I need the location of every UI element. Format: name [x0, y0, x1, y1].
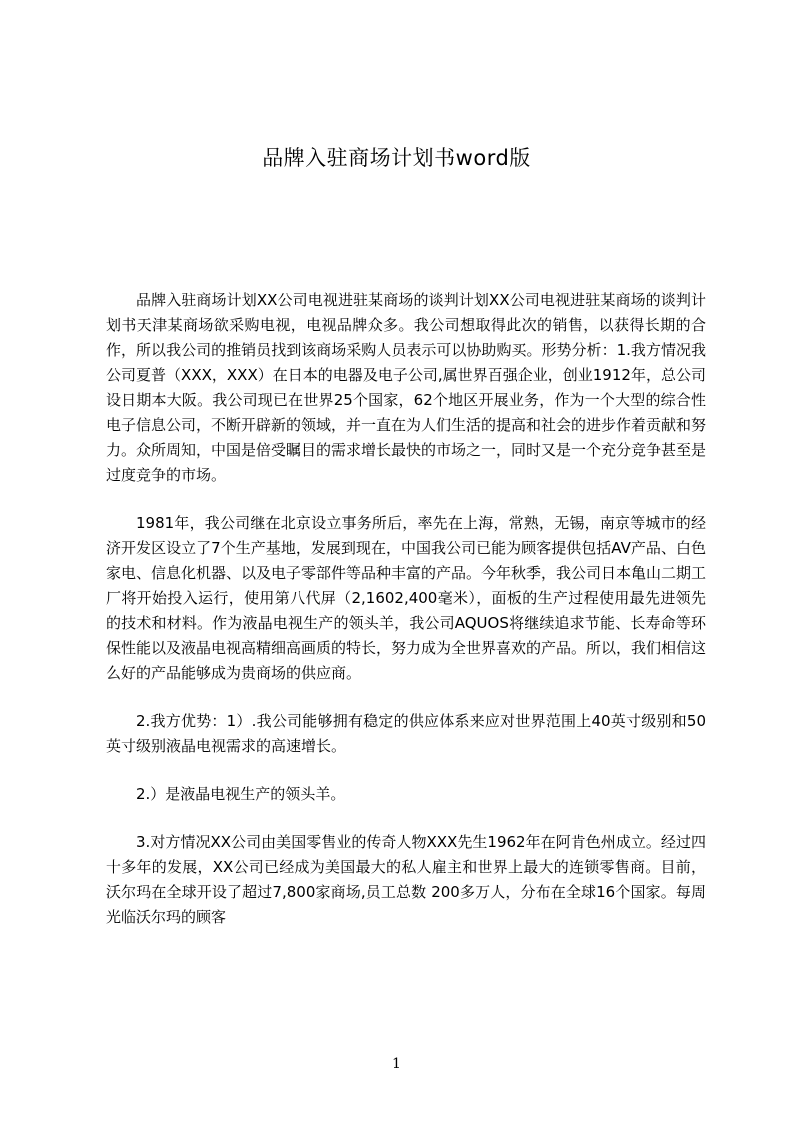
paragraph-counterpart: 3.对方情况XX公司由美国零售业的传奇人物XXX先生1962年在阿肯色州成立。经过四十多年的发展，XX公司已经成为美国最大的私人雇主和世界上最大的连锁零售商。目前，沃尔玛在全球开设了超过7,800家商场,员工总数 200多万人，分布在全球16个国家。每周光临沃尔玛的顾客 [106, 833, 706, 926]
paragraph-advantage: 2.我方优势：1）.我公司能够拥有稳定的供应体系来应对世界范围上40英寸级别和50英寸级别液晶电视需求的高速增长。 [106, 712, 706, 755]
paragraph-gap [106, 807, 706, 830]
paragraph-history: 1981年，我公司继在北京设立事务所后，率先在上海，常熟，无锡，南京等城市的经济开发区设立了7个生产基地，发展到现在，中国我公司已能为顾客提供包括AV产品、白色家电、信息化机器、以及电子零部件等品种丰富的产品。今年秋季，我公司日本亀山二期工厂将开始投入运行，使用第八代屏（2,1602,400毫米），面板的生产过程使用最先进领先的技术和材料。作为液晶电视生产的领头羊，我公司AQUOS将继续追求节能、长寿命等环保性能以及液晶电视高精细高画质的特长，努力成为全世界喜欢的产品。所以，我们相信这么好的产品能够成为贵商场的供应商。 [106, 514, 707, 682]
paragraph-intro: 品牌入驻商场计划XX公司电视进驻某商场的谈判计划XX公司电视进驻某商场的谈判计划书天津某商场欲采购电视，电视品牌众多。我公司想取得此次的销售，以获得长期的合作，所以我公司的推销员找到该商场采购人员表示可以协助购买。形势分析：1.我方情况我公司夏普（XXX，XXX）在日本的电器及电子公司,属世界百强企业，创业1912年，总公司设日期本大阪。我公司现已在世界25个国家，62个地区开展业务，作为一个大型的综合性电子信息公司，不断开辟新的领域，并一直在为人们生活的提高和社会的进步作着贡献和努力。众所周知，中国是倍受瞩目的需求增长最快的市场之一，同时又是一个充分竞争甚至是过度竞争的市场。 [106, 291, 707, 484]
document-title: 品牌入驻商场计划书word版 [262, 146, 531, 170]
paragraph-gap [106, 686, 706, 709]
paragraph-gap [106, 759, 706, 782]
paragraph-gap [106, 488, 706, 511]
paragraph-leader: 2.）是液晶电视生产的领头羊。 [136, 785, 346, 803]
page-number: 1 [392, 1056, 401, 1072]
document-body [106, 288, 706, 930]
